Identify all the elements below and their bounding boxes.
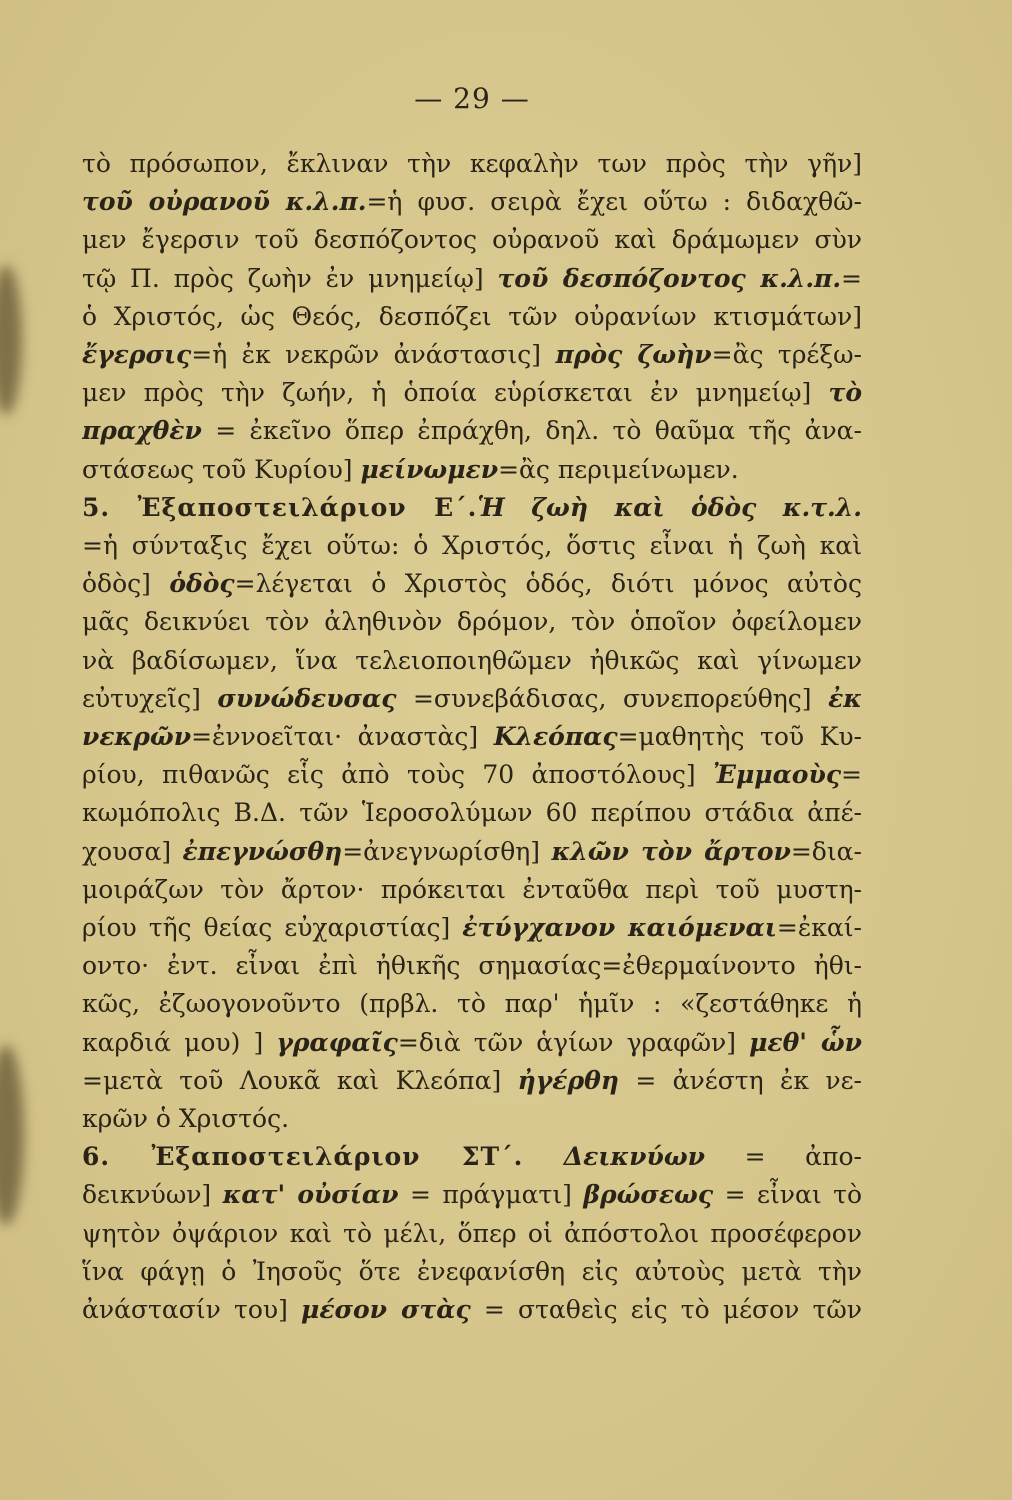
text-segment: = ἐκεῖνο ὅπερ ἐπράχθη, δηλ. τὸ θαῦμα τῆς ἀνα- — [201, 416, 862, 446]
text-line — [82, 833, 862, 871]
text-segment: μεν πρὸς τὴν ζωήν, ἡ ὁποία εὑρίσκεται ἐν μνημείῳ] — [82, 378, 829, 408]
text-line — [82, 412, 862, 450]
text-line — [82, 909, 862, 947]
text-segment: = — [841, 263, 862, 293]
text-line — [82, 489, 862, 527]
lemma: Ἡ ζωὴ καὶ ὁδὸς κ.τ.λ. — [477, 492, 862, 522]
text-line — [82, 680, 862, 718]
text-line — [82, 1291, 862, 1329]
lemma: ἐκ — [828, 683, 862, 713]
text-line — [82, 603, 862, 641]
text-segment: στάσεως τοῦ Κυρίου] — [82, 454, 361, 484]
text-segment: τῷ Π. πρὸς ζωὴν ἐν μνημείῳ] — [82, 263, 498, 293]
lemma: συνώδευσας — [217, 683, 397, 713]
text-segment: =ἂς τρέξω- — [711, 340, 862, 370]
text-segment: =ἡ σύνταξις ἔχει οὕτω: ὁ Χριστός, ὅστις εἶναι ἡ ζωὴ καὶ — [82, 531, 862, 561]
text-segment: μεν ἔγερσιν τοῦ δεσπόζοντος οὐρανοῦ καὶ δράμωμεν σὺν — [82, 225, 862, 255]
lemma: Κλεόπας — [493, 722, 618, 752]
text-segment: =ἡ ἐκ νεκρῶν ἀνάστασις] — [191, 340, 556, 370]
text-segment: ρίου τῆς θείας εὐχαριστίας] — [82, 913, 463, 943]
lemma: κατ' οὐσίαν — [222, 1180, 399, 1210]
lemma: τοῦ δεσπόζοντος κ.λ.π. — [497, 263, 842, 293]
text-line — [82, 1100, 862, 1138]
text-segment: =λέγεται ὁ Χριστὸς ὁδός, διότι μόνος αὐτὸς — [234, 569, 862, 599]
text-segment: ὁδὸς] — [82, 569, 170, 599]
text-segment: =συνεβάδισας, συνεπορεύθης] — [396, 683, 829, 713]
page-number: — 29 — — [414, 82, 530, 115]
body-text — [82, 145, 862, 1329]
lemma: ἔγερσις — [82, 340, 192, 370]
ink-stain — [0, 265, 22, 415]
lemma: Δεικνύων — [523, 1142, 705, 1172]
text-line — [82, 145, 862, 183]
lemma: ἠγέρθη — [517, 1065, 619, 1095]
text-segment: =ἀνεγνωρίσθη] — [342, 836, 552, 866]
lemma: μεθ' ὧν — [749, 1027, 862, 1057]
section-heading: 6. Ἐξαποστειλάριον ΣΤ΄. — [82, 1142, 524, 1172]
text-segment: = — [841, 760, 862, 790]
text-segment: μᾶς δεικνύει τὸν ἀληθινὸν δρόμον, τὸν ὁποῖον ὀφείλομεν — [82, 607, 862, 637]
text-segment: νὰ βαδίσωμεν, ἵνα τελειοποιηθῶμεν ἠθικῶς καὶ γίνωμεν — [82, 645, 862, 675]
text-line — [82, 794, 862, 832]
text-line — [82, 374, 862, 412]
lemma: μείνωμεν — [360, 454, 499, 484]
text-line — [82, 947, 862, 985]
text-line — [82, 1138, 862, 1176]
lemma: τὸ — [828, 378, 862, 408]
text-segment: =διὰ τῶν ἁγίων γραφῶν] — [397, 1027, 750, 1057]
text-line — [82, 336, 862, 374]
text-segment: κωμόπολις Β.Δ. τῶν Ἱεροσολύμων 60 περίπου στάδια ἀπέ- — [82, 798, 862, 828]
section-heading: 5. Ἐξαποστειλάριον Ε΄. — [82, 492, 478, 522]
text-line — [82, 1215, 862, 1253]
text-line — [82, 1024, 862, 1062]
text-segment: ἵνα φάγῃ ὁ Ἰησοῦς ὅτε ἐνεφανίσθη εἰς αὐτοὺς μετὰ τὴν — [82, 1256, 862, 1286]
text-line — [82, 1176, 862, 1214]
text-segment: =ἐκαί- — [776, 913, 862, 943]
lemma: Ἐμμαοὺς — [713, 760, 842, 790]
text-line — [82, 756, 862, 794]
book-page — [82, 82, 862, 1329]
text-segment: ψητὸν ὀψάριον καὶ τὸ μέλι, ὅπερ οἱ ἀπόστολοι προσέφερον — [82, 1218, 862, 1248]
text-segment: = πράγματι] — [398, 1180, 584, 1210]
text-segment: =ἂς περιμείνωμεν. — [498, 454, 739, 484]
text-line — [82, 718, 862, 756]
lemma: πραχθὲν — [82, 416, 202, 446]
text-segment: ὁ Χριστός, ὡς Θεός, δεσπόζει τῶν οὐρανίων κτισμάτων] — [82, 301, 862, 331]
text-segment: εὐτυχεῖς] — [82, 683, 218, 713]
text-line — [82, 527, 862, 565]
text-segment: ἀνάστασίν του] — [82, 1295, 302, 1325]
text-segment: κρῶν ὁ Χριστός. — [82, 1104, 290, 1134]
text-segment: =ἐννοεῖται· ἀναστὰς] — [191, 722, 494, 752]
ink-stain — [0, 1045, 24, 1225]
text-line — [82, 565, 862, 603]
text-line — [82, 871, 862, 909]
text-segment: χουσα] — [82, 836, 183, 866]
text-line — [82, 1062, 862, 1100]
lemma: ἐπεγνώσθη — [182, 836, 343, 866]
text-segment: ρίου, πιθανῶς εἷς ἀπὸ τοὺς 70 ἀποστόλους] — [82, 760, 714, 790]
lemma: μέσον στὰς — [301, 1295, 471, 1325]
text-line — [82, 260, 862, 298]
text-line — [82, 183, 862, 221]
text-segment: =μαθητὴς τοῦ Κυ- — [617, 722, 862, 752]
text-line — [82, 642, 862, 680]
text-segment: τὸ πρόσωπον, ἔκλιναν τὴν κεφαλὴν των πρὸς τὴν γῆν] — [82, 149, 862, 178]
text-segment: = ἀνέστη ἐκ νε- — [618, 1065, 862, 1095]
text-segment: = σταθεὶς εἰς τὸ μέσον τῶν — [470, 1295, 862, 1325]
text-line — [82, 1253, 862, 1291]
lemma: πρὸς ζωὴν — [555, 340, 712, 370]
text-segment: = εἶναι τὸ — [713, 1180, 862, 1210]
text-line — [82, 298, 862, 336]
text-line — [82, 985, 862, 1023]
lemma: τοῦ οὐρανοῦ κ.λ.π. — [82, 187, 367, 217]
text-segment: κῶς, ἐζωογονοῦντο (πρβλ. τὸ παρ' ἡμῖν : «ζεστάθηκε ἡ — [82, 989, 862, 1019]
text-segment: μοιράζων τὸν ἄρτον· πρόκειται ἐνταῦθα περὶ τοῦ μυστη- — [82, 874, 862, 904]
text-segment: =δια- — [790, 836, 862, 866]
lemma: νεκρῶν — [82, 722, 192, 752]
text-segment: =μετὰ τοῦ Λουκᾶ καὶ Κλεόπα] — [82, 1065, 518, 1095]
text-segment: = ἀπο- — [705, 1142, 862, 1172]
lemma: ἐτύγχανον καιόμεναι — [462, 913, 777, 943]
text-line — [82, 221, 862, 259]
lemma: κλῶν τὸν ἄρτον — [551, 836, 791, 866]
text-line — [82, 451, 862, 489]
text-segment: οντο· ἐντ. εἶναι ἐπὶ ἠθικῆς σημασίας=ἐθερμαίνοντο ἠθι- — [82, 951, 862, 981]
lemma: ὁδὸς — [169, 569, 235, 599]
text-segment: δεικνύων] — [82, 1180, 223, 1210]
text-segment: =ἡ φυσ. σειρὰ ἔχει οὕτω : διδαχθῶ- — [366, 187, 862, 217]
lemma: γραφαῖς — [276, 1027, 398, 1057]
lemma: βρώσεως — [583, 1180, 714, 1210]
text-segment: καρδιά μου) ] — [82, 1027, 277, 1057]
